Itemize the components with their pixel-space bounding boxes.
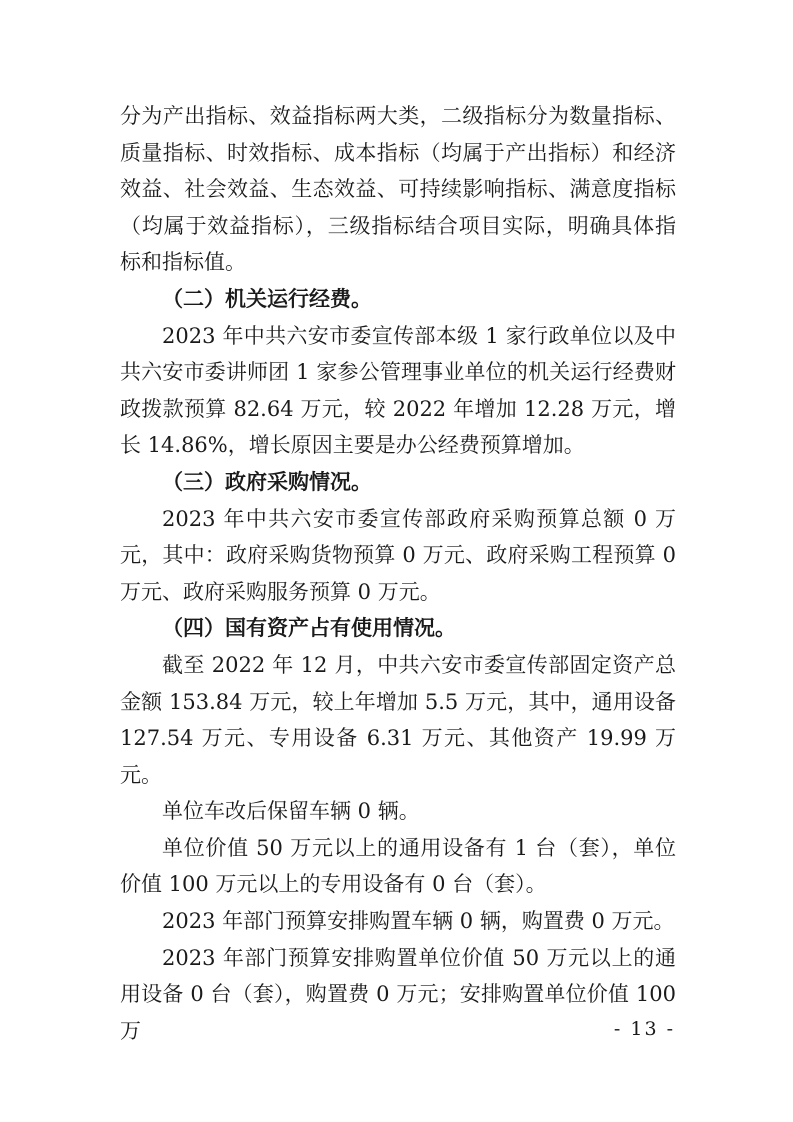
paragraph-equipment-purchase: 2023 年部门预算安排购置单位价值 50 万元以上的通用设备 0 台（套），购置费 0 万元；安排购置单位价值 100 万 (120, 945, 676, 1043)
paragraph-vehicle-purchase: 2023 年部门预算安排购置车辆 0 辆，购置费 0 万元。 (162, 909, 675, 934)
paragraph-fixed-assets: 截至 2022 年 12 月，中共六安市委宣传部固定资产总金额 153.84 万元，较上年增加 5.5 万元，其中，通用设备 127.54 万元、专用设备 6.31 万元、其他资产 19.99 万元。 (120, 652, 676, 787)
page-number: - 13 - (613, 1018, 675, 1040)
paragraph-high-value-equipment: 单位价值 50 万元以上的通用设备有 1 台（套），单位价值 100 万元以上的专用设备有 0 台（套）。 (120, 835, 676, 897)
heading-state-assets: （四）国有资产占有使用情况。 (162, 615, 456, 641)
heading-operating-expenses: （二）机关运行经费。 (162, 285, 372, 311)
paragraph-indicator-levels: 分为产出指标、效益指标两大类，二级指标分为数量指标、质量指标、时效指标、成本指标（均属于产出指标）和经济效益、社会效益、生态效益、可持续影响指标、满意度指标（均属于效益指标），三级指标结合项目实际，明确具体指标和指标值。 (120, 104, 676, 275)
document-body (120, 98, 676, 1049)
heading-government-procurement: （三）政府采购情况。 (162, 468, 372, 494)
paragraph-government-procurement: 2023 年中共六安市委宣传部政府采购预算总额 0 万元，其中：政府采购货物预算 0 万元、政府采购工程预算 0 万元、政府采购服务预算 0 万元。 (120, 506, 676, 604)
paragraph-vehicles-retained: 单位车改后保留车辆 0 辆。 (162, 799, 420, 824)
paragraph-operating-expenses: 2023 年中共六安市委宣传部本级 1 家行政单位以及中共六安市委讲师团 1 家参公管理事业单位的机关运行经费财政拨款预算 82.64 万元，较 2022 年增加 12.28 万元，增长 14.86%，增长原因主要是办公经费预算增加。 (120, 323, 676, 458)
